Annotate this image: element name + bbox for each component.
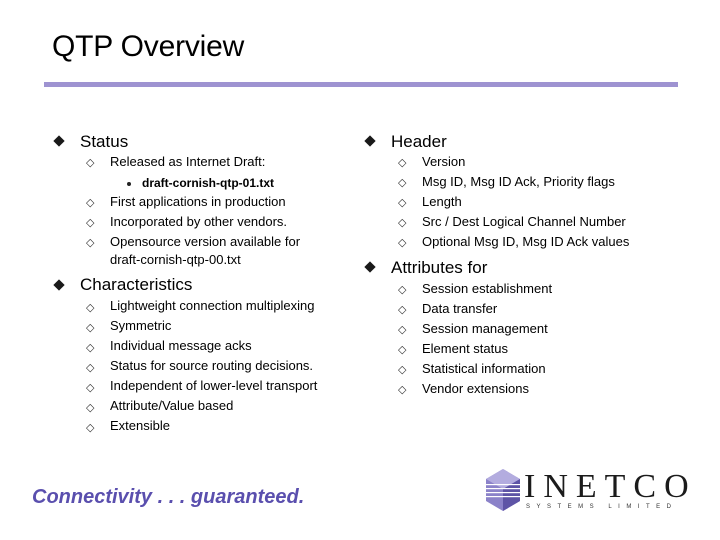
hollow-diamond-icon: ◇ xyxy=(86,302,95,314)
characteristics-item: Symmetric xyxy=(110,318,172,333)
diamond-bullet-icon xyxy=(364,261,375,272)
attributes-item: Data transfer xyxy=(422,301,498,316)
status-item-continued: draft-cornish-qtp-00.txt xyxy=(110,252,241,267)
characteristics-item: Attribute/Value based xyxy=(110,398,234,413)
attributes-item: Element status xyxy=(422,341,508,356)
hollow-diamond-icon: ◇ xyxy=(398,217,407,229)
hollow-diamond-icon: ◇ xyxy=(86,402,95,414)
status-item: Incorporated by other vendors. xyxy=(110,214,288,229)
header-item: Version xyxy=(422,154,466,169)
characteristics-item: Extensible xyxy=(110,418,170,433)
status-subitem: draft-cornish-qtp-01.txt xyxy=(142,176,274,190)
hollow-diamond-icon: ◇ xyxy=(86,382,95,394)
header-item: Src / Dest Logical Channel Number xyxy=(422,214,626,229)
hollow-diamond-icon: ◇ xyxy=(86,217,95,229)
status-item: Opensource version available for xyxy=(110,234,301,249)
tagline: Connectivity . . . guaranteed. xyxy=(32,486,305,508)
attributes-item: Session establishment xyxy=(422,281,553,296)
attributes-item: Statistical information xyxy=(422,361,546,376)
attributes-heading: Attributes for xyxy=(391,258,488,277)
company-logo xyxy=(484,466,697,516)
hollow-diamond-icon: ◇ xyxy=(86,197,95,209)
attributes-item: Session management xyxy=(422,321,548,336)
hollow-diamond-icon: ◇ xyxy=(86,422,95,434)
logo-wordmark: INETCO xyxy=(524,468,697,505)
header-item: Length xyxy=(422,194,462,209)
hollow-diamond-icon: ◇ xyxy=(398,237,407,249)
hollow-diamond-icon: ◇ xyxy=(398,157,407,169)
header-heading: Header xyxy=(391,132,447,151)
characteristics-item: Independent of lower-level transport xyxy=(110,378,318,393)
characteristics-heading: Characteristics xyxy=(80,275,193,294)
hollow-diamond-icon: ◇ xyxy=(398,364,407,376)
hollow-diamond-icon: ◇ xyxy=(398,197,407,209)
diamond-bullet-icon xyxy=(53,135,64,146)
attributes-item: Vendor extensions xyxy=(422,381,529,396)
title-rule xyxy=(44,82,678,87)
characteristics-item: Individual message acks xyxy=(110,338,252,353)
page-title: QTP Overview xyxy=(52,30,245,63)
hexagon-logo-icon xyxy=(484,468,522,512)
characteristics-item: Lightweight connection multiplexing xyxy=(110,298,315,313)
hollow-diamond-icon: ◇ xyxy=(398,304,407,316)
dot-bullet-icon xyxy=(127,182,131,186)
hollow-diamond-icon: ◇ xyxy=(86,322,95,334)
status-item: First applications in production xyxy=(110,194,286,209)
hollow-diamond-icon: ◇ xyxy=(398,324,407,336)
characteristics-item: Status for source routing decisions. xyxy=(110,358,314,373)
status-item: Released as Internet Draft: xyxy=(110,154,266,169)
hollow-diamond-icon: ◇ xyxy=(398,177,407,189)
hollow-diamond-icon: ◇ xyxy=(86,342,95,354)
hollow-diamond-icon: ◇ xyxy=(398,384,407,396)
hollow-diamond-icon: ◇ xyxy=(86,362,95,374)
hollow-diamond-icon: ◇ xyxy=(86,157,95,169)
status-heading: Status xyxy=(80,132,129,151)
hollow-diamond-icon: ◇ xyxy=(398,344,407,356)
header-item: Optional Msg ID, Msg ID Ack values xyxy=(422,234,630,249)
header-item: Msg ID, Msg ID Ack, Priority flags xyxy=(422,174,615,189)
hollow-diamond-icon: ◇ xyxy=(86,237,95,249)
diamond-bullet-icon xyxy=(53,279,64,290)
diamond-bullet-icon xyxy=(364,135,375,146)
logo-subtext: SYSTEMS LIMITED xyxy=(526,504,678,510)
hollow-diamond-icon: ◇ xyxy=(398,284,407,296)
